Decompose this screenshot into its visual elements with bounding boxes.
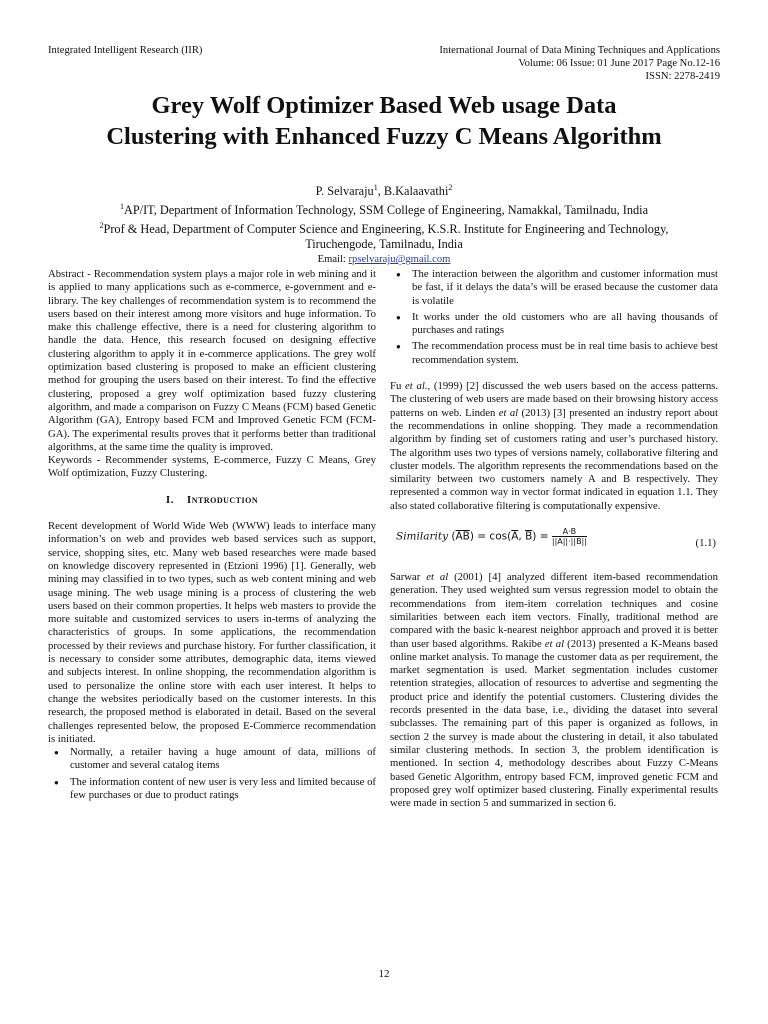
list-item: ● Normally, a retailer having a huge amount of data, millions of customer and several catalog items bbox=[70, 746, 376, 773]
title-line-1: Grey Wolf Optimizer Based Web usage Data bbox=[151, 92, 617, 119]
related-work-paragraph-fu: Fu et al., (1999) [2] discussed the web users based on the access patterns. The clustering of web users are made based on their browsing history access patterns on web. Linden et al (2013) [3] presented an industry report about the recommendations in online shopping. They made a recommendation algorithm by finding set of customers rating and user’s purchased history. The algorithm uses two types of versions namely, collaborative filtering and cluster models. The algorithm represents the recommendations based on the similarity between two customers namely A and B respectively. They represented a common way in vector format indicated in equation 1.1. They also stated collaborative filtering is computationally expensive. bbox=[390, 380, 719, 512]
header-journal-name: International Journal of Data Mining Techniques and Applications bbox=[439, 45, 720, 56]
section-heading-introduction: I. Introduction bbox=[165, 493, 259, 506]
running-header-left bbox=[48, 44, 202, 57]
list-item: ● The interaction between the algorithm and customer information must be fast, if it delays the data’s will be erased because the customer data is volatile bbox=[412, 268, 718, 308]
related-work-paragraph-sarwar: Sarwar et al (2001) [4] analyzed different item-based recommendation generation. They used weighted sum versus regression model to obtain the recommendations from item-item correlation techniques and cosine similarities between each item vectors. Finally, traditional method are compared with the basic k-nearest neighbor approach and proved it is better than user based algorithms. Rakibe et al (2013) presented a K-Means based online market analysis. To manage the customer data as per requirement, the market segmentation is used. Market segmentation includes customer retention strategies, allocation of resources to advertise and segmenting the product price and identify the potential customers. Clustering divides the records presented in the data base, i.e., dividing the dataset into several subclasses. The remaining part of this paper is organized as follows, in section 2 the survey is made about the clustering in detail, it also tabulated similar clustering methods. In section 3, the problem identification is mentioned. In section 4, methodology describes about Fuzzy C-Means based Genetic Algorithm, entropy based FCM, improved genetic FCM and proposed grey wolf optimizer based clustering. Finally experimental results were made in section 5 and summarized in section 6. bbox=[390, 571, 719, 810]
affiliation-2: $^2$Prof & Head, Department of Computer Science and Engineering, K.S.R. Institute for Engineering and Technology, bbox=[99, 221, 669, 237]
similarity-formula: Similarity $(\overline{AB}) = \cos(\overline{A}$, $\overline{B}$) = $\frac{A\cdot B}{||A||\cdot||B||}$ bbox=[396, 527, 587, 547]
list-item: ● The recommendation process must be in real time basis to achieve best recommendation system. bbox=[412, 340, 718, 367]
header-journal-publisher: Integrated Intelligent Research (IIR) bbox=[48, 45, 203, 56]
title-line-2: Clustering with Enhanced Fuzzy C Means Algorithm bbox=[106, 123, 662, 150]
author-email: Email: rpselvaraju@gmail.com bbox=[317, 254, 451, 266]
affiliation-1: $^1$AP/IT, Department of Information Technology, SSM College of Engineering, Namakkal, Tamilnadu, India bbox=[119, 202, 649, 218]
header-volume-info: Volume: 06 Issue: 01 June 2017 Page No.12-16 bbox=[518, 58, 720, 69]
left-column bbox=[48, 268, 376, 805]
running-header-right bbox=[439, 44, 720, 83]
abstract-paragraph: Abstract - Recommendation system plays a major role in web mining and it is applied to many applications such as e-commerce, e-government and e-library. The key challenges of recommendation system is to recommend the users based on their interest among more visitors and huge information. To make this challenge effective, there is a need for clustering algorithm to handle the data. Hence, this research focused on designing effective clustering algorithm to apply it in e-commerce applications. The grey wolf optimization based clustering is proposed to make an efficient clustering method for grouping the users based on their interest. To find the effective clustering, proposed a grey wolf optimization based fuzzy clustering algorithm, and made a comparison on Fuzzy C Means (FCM) based Genetic Algorithm (GA), Entropy based FCM and Improved Genetic FCM (FCM-GA). The experimental results proves that it performs better than traditional algorithms, at the same time the quality is improved. bbox=[48, 268, 376, 453]
page-number: 12 bbox=[378, 968, 390, 980]
list-item: ● It works under the old customers who are all having thousands of purchases and ratings bbox=[412, 311, 718, 338]
introduction-paragraph: Recent development of World Wide Web (WWW) leads to interface many information’s on web and provides web based services such as support, service, shopping sites, etc. Many web based researches were made based on knowledge discovery represented in (Etzioni 1996) [1]. Generally, web mining may classified in to two types, such as web content mining and web usage mining. The web usage mining is a process of clustering the web users based on their common properties. It helps web masters to provide the more suitable and customized services to users in-terms of analyzing the characteristics of groups. In some applications, the recommendation processed by their reviews and purchase history. For further classification, it is necessary to consider some attributes, demographic data, items viewed and subjects interest. In online shopping, the recommendation algorithm is used to personalize the online store with each user interest. It helps to change the websites periodically based on the customer interests. In this research, the proposed method is elaborated in detail. Based on the several challenges represented below, the proposed E-Commerce recommendation is initiated. bbox=[48, 520, 376, 745]
email-link[interactable]: rpselvaraju@gmail.com bbox=[348, 254, 451, 266]
similarity-fraction: $\frac{A\cdot B}{||A||\cdot||B||}$ bbox=[551, 527, 587, 547]
equation-number: (1.1) bbox=[695, 537, 716, 550]
right-column bbox=[390, 268, 718, 810]
challenge-list-left bbox=[48, 746, 376, 802]
equation-1-1 bbox=[390, 525, 718, 559]
affiliation-2-continued: Tiruchengode, Tamilnadu, India bbox=[305, 237, 463, 252]
header-issn: ISSN: 2278-2419 bbox=[645, 71, 720, 82]
paper-title bbox=[40, 90, 728, 152]
challenge-list-right bbox=[390, 268, 718, 367]
keywords-paragraph: Keywords - Recommender systems, E-commerce, Fuzzy C Means, Grey Wolf optimization, Fuzzy Clustering. bbox=[48, 454, 376, 480]
list-item: ● The information content of new user is very less and limited because of few purchases or due to product ratings bbox=[70, 776, 376, 803]
author-block bbox=[30, 180, 738, 267]
author-names: P. Selvaraju$^1$, B.Kalaavathi$^2$ bbox=[315, 183, 453, 199]
